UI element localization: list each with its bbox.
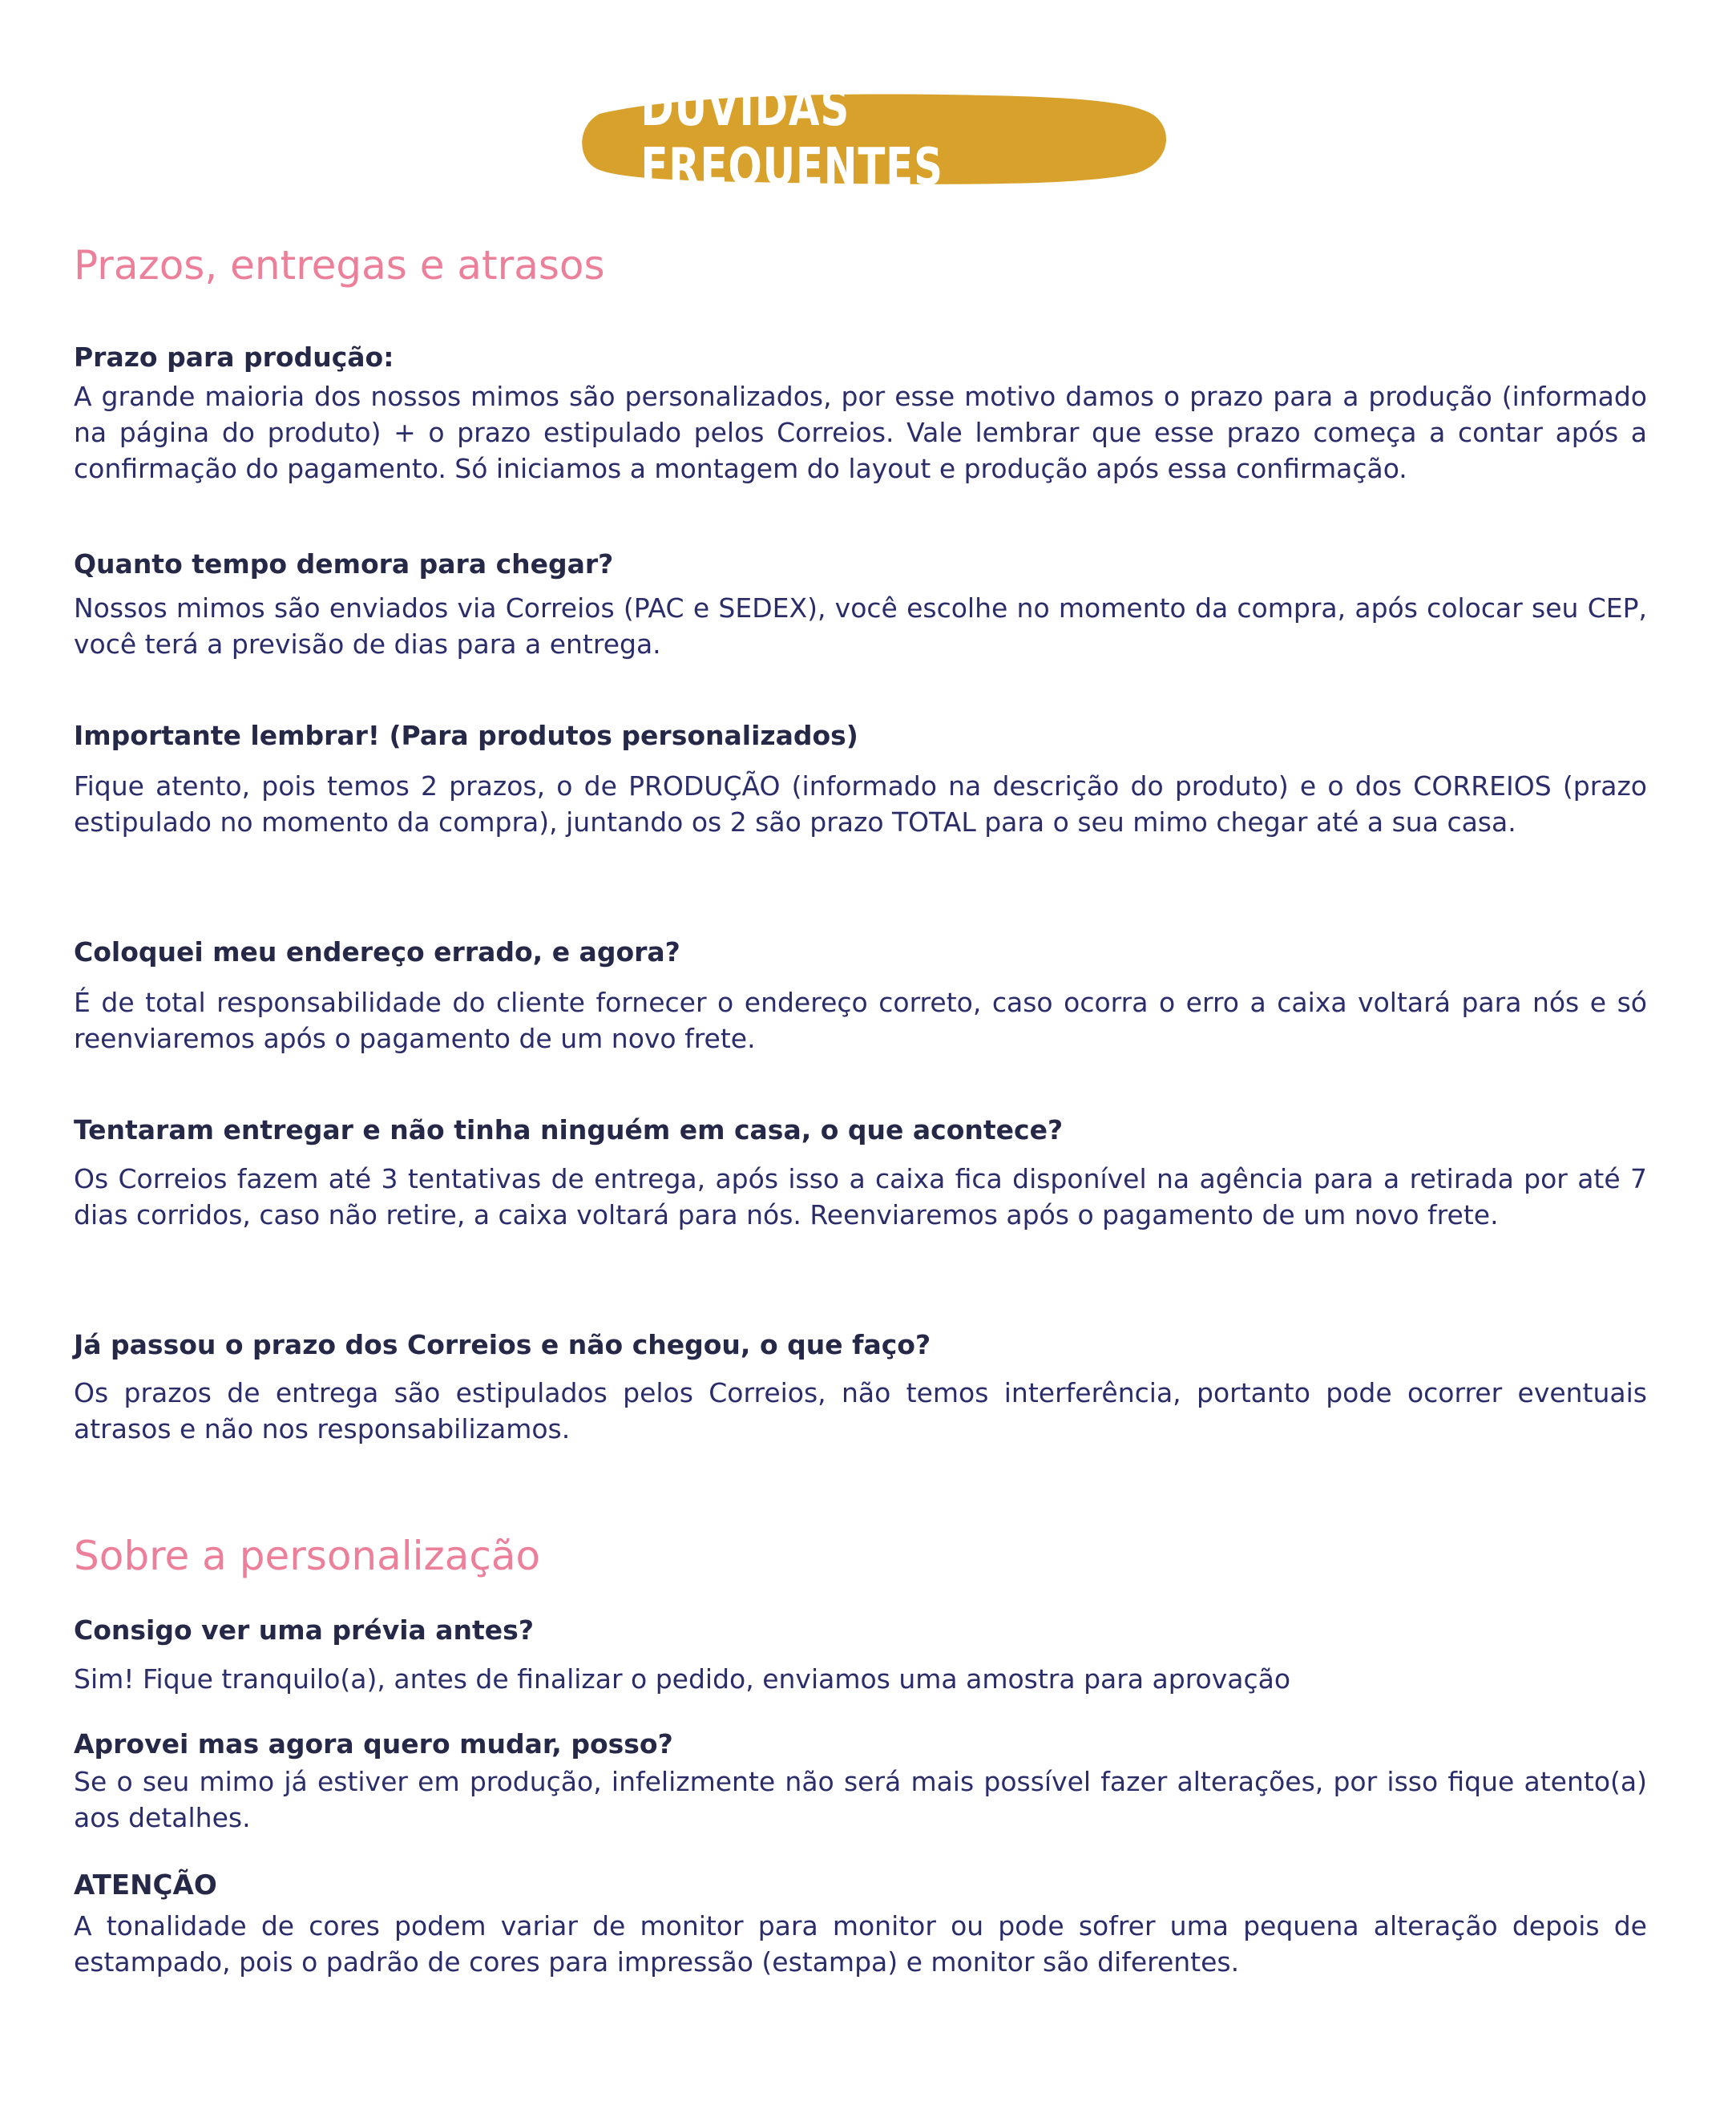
faq-answer: É de total responsabilidade do cliente fornecer o endereço correto, caso ocorra o erro a caixa voltará para nós e só reenviaremos após o pagamento de um novo frete. bbox=[74, 987, 1647, 1054]
faq-question: Aprovei mas agora quero mudar, posso? bbox=[74, 1728, 673, 1760]
page-title: DÚVIDAS FREQUENTES bbox=[640, 79, 943, 197]
faq-answer: Os prazos de entrega são estipulados pelos Correios, não temos interferência, portanto pode ocorrer eventuais atrasos e não nos responsabilizamos. bbox=[74, 1377, 1647, 1444]
section-title-prazos: Prazos, entregas e atrasos bbox=[74, 242, 605, 289]
faq-answer: Nossos mimos são enviados via Correios (PAC e SEDEX), você escolhe no momento da compra, após colocar seu CEP, você terá a previsão de dias para a entrega. bbox=[74, 592, 1647, 660]
faq-answer: Os Correios fazem até 3 tentativas de entrega, após isso a caixa fica disponível na agência para a retirada por até 7 dias corridos, caso não retire, a caixa voltará para nós. Reenviaremos após o pagamento de um novo frete. bbox=[74, 1163, 1647, 1230]
faq-question: Consigo ver uma prévia antes? bbox=[74, 1614, 534, 1646]
faq-answer: Fique atento, pois temos 2 prazos, o de PRODUÇÃO (informado na descrição do produto) e o dos CORREIOS (prazo estipulado no momento da compra), juntando os 2 são prazo TOTAL para o seu mimo chegar até a sua casa. bbox=[74, 770, 1647, 838]
faq-question: Tentaram entregar e não tinha ninguém em casa, o que acontece? bbox=[74, 1114, 1064, 1145]
faq-answer: A grande maioria dos nossos mimos são personalizados, por esse motivo damos o prazo para a produção (informado na página do produto) + o prazo estipulado pelos Correios. Vale lembrar que esse prazo começa a contar após a confirmação do pagamento. Só iniciamos a montagem do layout e produção após essa confirmação. bbox=[74, 381, 1647, 484]
attention-heading: ATENÇÃO bbox=[74, 1869, 217, 1901]
faq-question: Coloquei meu endereço errado, e agora? bbox=[74, 936, 680, 968]
header-banner bbox=[575, 79, 1169, 197]
faq-answer: Se o seu mimo já estiver em produção, infelizmente não será mais possível fazer alterações, por isso fique atento(a) aos detalhes. bbox=[74, 1766, 1647, 1833]
faq-question: Já passou o prazo dos Correios e não chegou, o que faço? bbox=[74, 1329, 931, 1360]
faq-question: Importante lembrar! (Para produtos personalizados) bbox=[74, 720, 858, 751]
faq-answer: Sim! Fique tranquilo(a), antes de finalizar o pedido, enviamos uma amostra para aprovação bbox=[74, 1663, 1291, 1695]
faq-question: Prazo para produção: bbox=[74, 341, 394, 373]
section-title-personalizacao: Sobre a personalização bbox=[74, 1533, 541, 1579]
attention-text: A tonalidade de cores podem variar de monitor para monitor ou pode sofrer uma pequena alteração depois de estampado, pois o padrão de cores para impressão (estampa) e monitor são diferentes. bbox=[74, 1910, 1647, 1978]
faq-question: Quanto tempo demora para chegar? bbox=[74, 548, 614, 580]
